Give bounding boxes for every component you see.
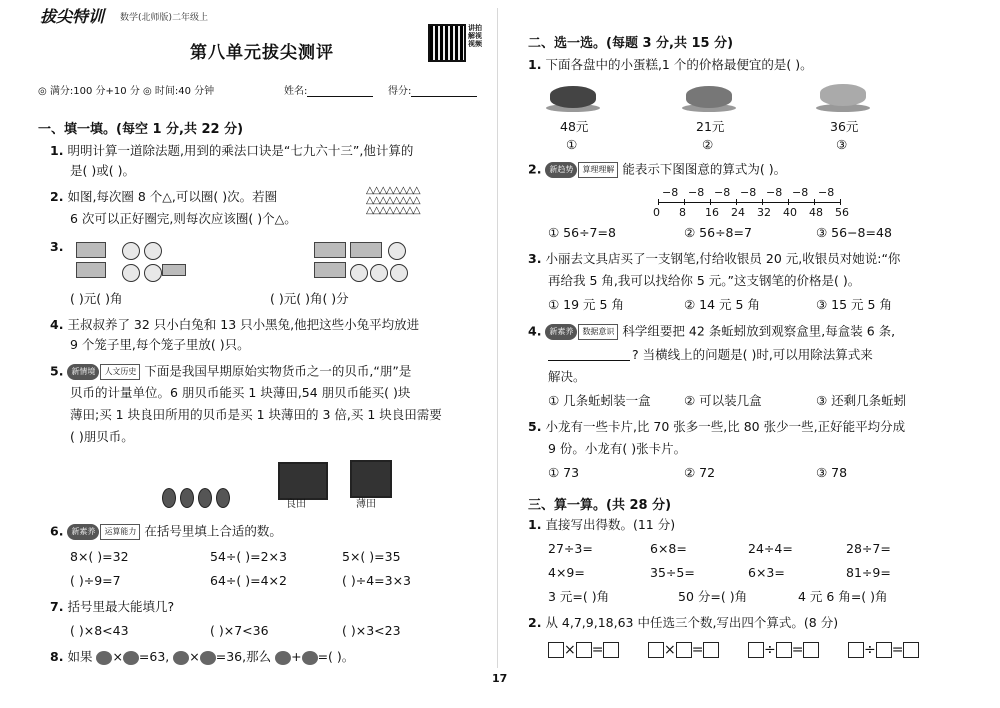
calc-r1c2: 6×8= [650,541,687,556]
q1-8: 8. 如果 × =63, × =36,那么 + =( )。 [50,649,355,664]
q1-4: 4. 王叔叔养了 32 只小白兔和 13 只小黑兔,他把这些小兔平均放进 [50,317,420,332]
q1-3-num: 3. [50,239,64,254]
equation-boxes-2[interactable]: × = [648,642,719,658]
panda-icon [275,651,291,665]
price-3: 36元 [830,119,859,134]
coin-icon [122,264,140,282]
q2-2: 2. 新趋势 算理理解 能表示下图图意的算式为( )。 [528,161,787,177]
equation-boxes-4[interactable]: ÷ = [848,642,919,658]
q1-7-item1: ( )×8<43 [70,623,129,638]
answer-box[interactable] [576,642,592,658]
q2-5-line2: 9 份。小龙有( )张卡片。 [548,441,687,456]
number-line-tick [840,199,841,205]
option-1[interactable]: ① [566,137,578,152]
calc-r2c4: 81÷9= [846,565,891,580]
dog-icon [173,651,189,665]
number-line-label: 56 [835,206,849,219]
q1-7-item2: ( )×7<36 [210,623,269,638]
q1-2: 2. 如图,每次圈 8 个△,可以圈( )次。若圈 [50,189,278,204]
option-2[interactable]: ② [702,137,714,152]
q2-4-opt1[interactable]: ① 几条蚯蚓装一盒 [548,393,651,408]
coin-icon [144,264,162,282]
calc-r1c3: 24÷4= [748,541,793,556]
page-number: 17 [492,672,508,685]
number-line-step: −8 [792,186,809,199]
cake-plate-3-image [820,84,866,106]
answer-box[interactable] [776,642,792,658]
q1-6-r2c3: ( )÷4=3×3 [342,573,412,588]
number-line-step: −8 [740,186,757,199]
q1-3-answer-right: ( )元( )角( )分 [270,291,349,306]
q1-5-line2: 贝币的计量单位。6 朋贝币能买 1 块薄田,54 朋贝币能买( )块 [70,385,411,400]
number-line-step: −8 [818,186,835,199]
good-field-image [278,462,328,500]
q2-3-opt1[interactable]: ① 19 元 5 角 [548,297,624,312]
number-line-label: 16 [705,206,719,219]
price-2: 21元 [696,119,725,134]
name-field[interactable]: 姓名: [284,82,373,97]
number-line-label: 0 [653,206,660,219]
qr-caption: 讲拍解视视频 [468,24,482,48]
q1-2-line2: 6 次可以正好圈完,则每次应该圈( )个△。 [70,211,297,226]
coin-icon [122,242,140,260]
number-line-step: −8 [714,186,731,199]
answer-box[interactable] [748,642,764,658]
q1-5-line4: ( )朋贝币。 [70,429,134,444]
tag-new-literacy: 新素养 [67,524,99,540]
number-line-label: 40 [783,206,797,219]
brand-logo: 拔尖特训 [40,7,105,26]
banknote-icon [314,262,346,278]
q2-1: 1. 下面各盘中的小蛋糕,1 个的价格最便宜的是( )。 [528,57,813,72]
triangle-grid: △△△△△△△△ △△△△△△△△ △△△△△△△△ [366,185,420,216]
section-3-title: 三、算一算。(共 28 分) [528,498,672,513]
calc-r3c2: 50 分=( )角 [678,589,748,604]
subject-label: 数学(北师版)二年级上 [120,13,209,23]
q2-5-opt3[interactable]: ③ 78 [816,465,848,480]
q1-1-line2: 是( )或( )。 [70,163,135,178]
poor-field-label: 薄田 [356,499,376,510]
section-2-title: 二、选一选。(每题 3 分,共 15 分) [528,36,734,51]
number-line-tick [814,199,815,205]
panda-icon [96,651,112,665]
tag-new-scenario: 新情境 [67,364,99,380]
answer-box[interactable] [803,642,819,658]
equation-boxes-3[interactable]: ÷ = [748,642,819,658]
q1-6-r1c3: 5×( )=35 [342,549,401,564]
number-line-label: 32 [757,206,771,219]
number-line-tick [788,199,789,205]
cake-plate-2-image [686,86,732,108]
number-line-label: 8 [679,206,686,219]
coin-icon [370,264,388,282]
q3-1: 1. 直接写出得数。(11 分) [528,517,676,532]
number-line-tick [710,199,711,205]
tag-calculation: 运算能力 [100,524,140,540]
shell-coin-icon [162,488,176,508]
q2-3-opt2[interactable]: ② 14 元 5 角 [684,297,760,312]
tag-new-literacy: 新素养 [545,324,577,340]
poor-field-image [350,460,392,498]
q1-6-r1c1: 8×( )=32 [70,549,129,564]
q1-1: 1. 明明计算一道除法题,用到的乘法口诀是“七九六十三”,他计算的 [50,143,414,158]
section-1-title: 一、填一填。(每空 1 分,共 22 分) [38,122,244,137]
option-3[interactable]: ③ [836,137,848,152]
tag-new-trend: 新趋势 [545,162,577,178]
q2-3-line2: 再给我 5 角,我可以找给你 5 元。”这支钢笔的价格是( )。 [548,273,861,288]
answer-box[interactable] [848,642,864,658]
page-title: 第八单元拔尖测评 [190,43,334,63]
q1-6: 6. 新素养 运算能力 在括号里填上合适的数。 [50,523,282,539]
banknote-icon [314,242,346,258]
q2-4-opt2[interactable]: ② 可以装几盒 [684,393,762,408]
q1-7-item3: ( )×3<23 [342,623,401,638]
coin-icon [390,264,408,282]
answer-box[interactable] [876,642,892,658]
q1-4-line2: 9 个笼子里,每个笼子里放( )只。 [70,337,250,352]
q3-2: 2. 从 4,7,9,18,63 中任选三个数,写出四个算式。(8 分) [528,615,839,630]
good-field-label: 良田 [286,499,306,510]
equation-boxes-1[interactable]: × = [548,642,619,658]
q2-3-opt3[interactable]: ③ 15 元 5 角 [816,297,892,312]
number-line-label: 48 [809,206,823,219]
score-field[interactable]: 得分: [388,82,477,97]
q2-4-opt3[interactable]: ③ 还剩几条蚯蚓 [816,393,907,408]
banknote-icon [76,242,106,258]
q2-5-opt2[interactable]: ② 72 [684,465,716,480]
tag-data-awareness: 数据意识 [578,324,618,340]
cat-icon [123,651,139,665]
number-line-tick [684,199,685,205]
answer-box[interactable] [603,642,619,658]
banknote-icon [76,262,106,278]
blank-line[interactable] [548,360,630,361]
q2-4: 4. 新素养 数据意识 科学组要把 42 条蚯蚓放到观察盒里,每盒装 6 条, [528,323,896,339]
cat-icon [200,651,216,665]
number-line-step: −8 [766,186,783,199]
number-line-axis [658,202,840,203]
calc-r2c2: 35÷5= [650,565,695,580]
number-line-tick [736,199,737,205]
column-divider [497,8,498,668]
answer-box[interactable] [648,642,664,658]
q1-5-line3: 薄田;买 1 块良田所用的贝币是买 1 块薄田的 3 倍,买 1 块良田需要 [70,407,442,422]
coin-icon [144,242,162,260]
dog-icon [302,651,318,665]
q2-2-opt3[interactable]: ③ 56−8=48 [816,225,892,240]
q2-2-opt1[interactable]: ① 56÷7=8 [548,225,616,240]
coin-icon [350,264,368,282]
score-time-info: ◎ 满分:100 分+10 分 ◎ 时间:40 分钟 [38,86,215,97]
calc-r1c4: 28÷7= [846,541,891,556]
shell-coin-icon [180,488,194,508]
q2-5: 5. 小龙有一些卡片,比 70 张多一些,比 80 张少一些,正好能平均分成 [528,419,906,434]
tag-reasoning: 算理理解 [578,162,618,178]
number-line-label: 24 [731,206,745,219]
answer-box[interactable] [548,642,564,658]
q2-2-opt2[interactable]: ② 56÷8=7 [684,225,752,240]
number-line-tick [658,199,659,205]
price-1: 48元 [560,119,589,134]
calc-r3c1: 3 元=( )角 [548,589,610,604]
q1-5: 5. 新情境 人文历史 下面是我国早期原始实物货币之一的贝币,“朋”是 [50,363,412,379]
q2-4-line3: 解决。 [548,369,586,384]
banknote-icon [162,264,186,276]
calc-r3c3: 4 元 6 角=( )角 [798,589,888,604]
coin-icon [388,242,406,260]
answer-box[interactable] [703,642,719,658]
q2-4-line2: ? 当横线上的问题是( )时,可以用除法算式来 [632,347,873,362]
answer-box[interactable] [903,642,919,658]
calc-r2c1: 4×9= [548,565,585,580]
shell-coin-icon [198,488,212,508]
q1-6-r2c1: ( )÷9=7 [70,573,121,588]
q1-6-r2c2: 64÷( )=4×2 [210,573,287,588]
shell-coin-icon [216,488,230,508]
answer-box[interactable] [676,642,692,658]
calc-r1c1: 27÷3= [548,541,593,556]
q2-3: 3. 小丽去文具店买了一支钢笔,付给收银员 20 元,收银员对她说:“你 [528,251,901,266]
number-line-step: −8 [662,186,679,199]
tag-humanities: 人文历史 [100,364,140,380]
q1-7: 7. 括号里最大能填几? [50,599,175,614]
calc-r2c3: 6×3= [748,565,785,580]
cake-plate-1-image [550,86,596,108]
qr-code-icon[interactable] [428,24,466,62]
number-line-step: −8 [688,186,705,199]
q1-6-r1c2: 54÷( )=2×3 [210,549,287,564]
q2-5-opt1[interactable]: ① 73 [548,465,580,480]
number-line-tick [762,199,763,205]
banknote-icon [350,242,382,258]
q1-3-answer-left: ( )元( )角 [70,291,123,306]
